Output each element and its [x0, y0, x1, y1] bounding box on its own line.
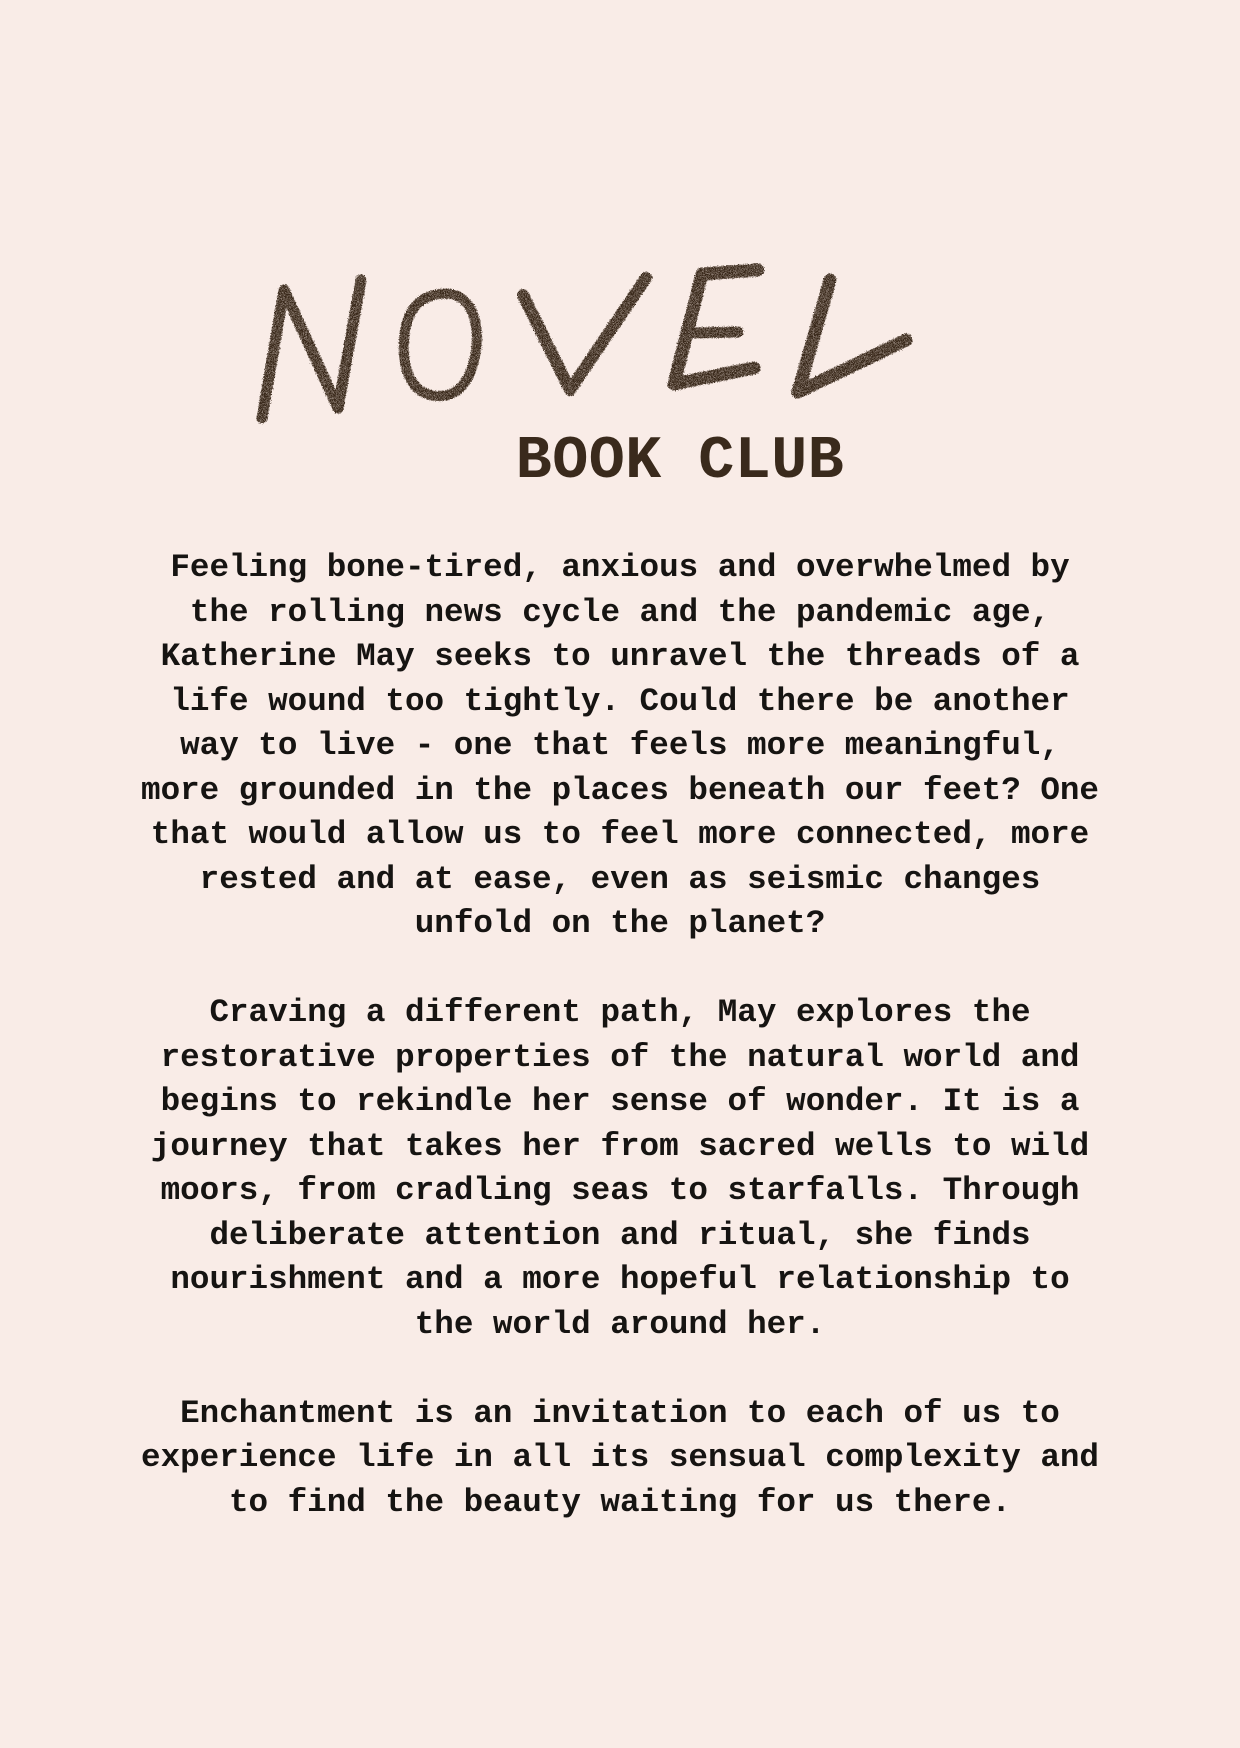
- text-line: deliberate attention and ritual, she finds: [209, 1216, 1031, 1254]
- paragraph-1: [0, 546, 1240, 947]
- text-line: Katherine May seeks to unravel the threads of a: [160, 638, 1080, 675]
- text-line: the world around her.: [414, 1305, 826, 1343]
- text-line: unfold on the planet?: [414, 905, 826, 942]
- text-line: Feeling bone-tired, anxious and overwhelmed by: [170, 549, 1070, 586]
- text-line: Craving a different path, May explores the: [209, 994, 1031, 1031]
- paragraph-3: [0, 1392, 1240, 1526]
- text-line: moors, from cradling seas to starfalls. Through: [160, 1172, 1080, 1209]
- text-line: rested and at ease, even as seismic changes: [199, 860, 1041, 898]
- text-line: more grounded in the places beneath our feet? One: [141, 771, 1099, 809]
- text-line: Enchantment is an invitation to each of us to: [180, 1394, 1060, 1432]
- subtitle-book-club: BOOK CLUB: [515, 428, 845, 496]
- text-line: nourishment and a more hopeful relationship to: [170, 1261, 1070, 1298]
- text-line: journey that takes her from sacred wells to wild: [150, 1127, 1090, 1165]
- novel-logo: [0, 0, 1240, 440]
- text-line: way to live - one that feels more meaningful,: [180, 727, 1060, 764]
- text-line: restorative properties of the natural world and: [160, 1038, 1080, 1076]
- paragraph-2: [0, 991, 1240, 1347]
- book-description: [0, 546, 1240, 1570]
- text-line: that would allow us to feel more connected, more: [150, 816, 1090, 853]
- novel-handwritten-logo-icon: [0, 0, 1240, 440]
- text-line: life wound too tightly. Could there be another: [170, 682, 1070, 720]
- text-line: begins to rekindle her sense of wonder. It is a: [160, 1083, 1080, 1120]
- text-line: the rolling news cycle and the pandemic age,: [189, 593, 1051, 631]
- text-line: to find the beauty waiting for us there.: [228, 1483, 1011, 1521]
- text-line: experience life in all its sensual complexity and: [141, 1439, 1099, 1476]
